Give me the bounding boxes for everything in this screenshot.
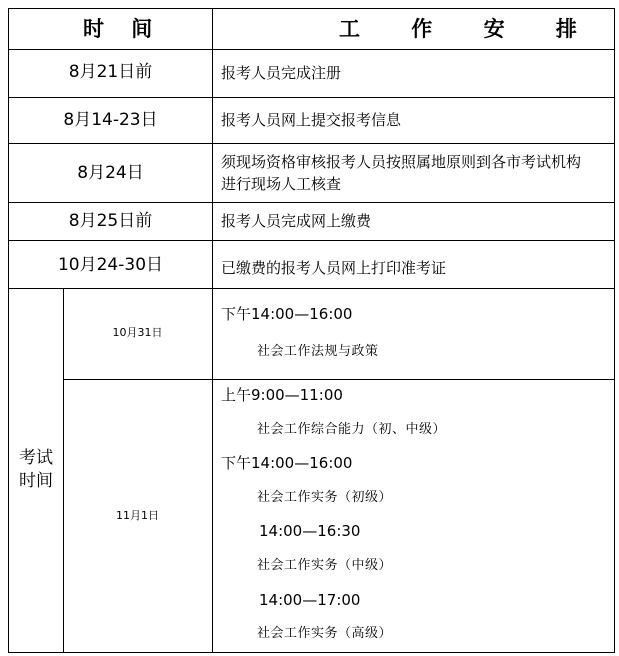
schedule-table — [8, 8, 615, 653]
exam-subject: 社会工作实务（中级） — [257, 558, 393, 573]
exam-label-line1: 考试 — [19, 448, 53, 468]
row-time: 8月21日前 — [68, 62, 153, 82]
exam-subject: 社会工作实务（高级） — [257, 626, 393, 641]
column-divider — [63, 288, 64, 652]
row-divider — [9, 240, 614, 241]
row-time: 8月25日前 — [68, 211, 153, 231]
row-task-line2: 进行现场人工核查 — [221, 175, 342, 193]
header-work-arrangement: 工 作 安 排 — [339, 17, 599, 41]
row-divider — [63, 379, 614, 380]
exam-slot: 上午9:00—11:00 — [221, 386, 343, 404]
row-divider — [9, 143, 614, 144]
row-divider — [9, 97, 614, 98]
exam-slot: 下午14:00—16:00 — [221, 305, 353, 323]
row-task: 报考人员网上提交报考信息 — [221, 111, 402, 129]
row-task-line1: 须现场资格审核报考人员按照属地原则到各市考试机构 — [221, 153, 582, 171]
exam-subject: 社会工作法规与政策 — [257, 344, 379, 359]
row-time: 10月24-30日 — [57, 255, 164, 275]
exam-label-line2: 时间 — [19, 471, 53, 491]
row-task: 报考人员完成网上缴费 — [221, 212, 372, 230]
exam-slot: 14:00—17:00 — [259, 591, 361, 609]
row-divider — [9, 202, 614, 203]
row-divider — [9, 288, 614, 289]
exam-slot: 14:00—16:30 — [259, 522, 361, 540]
row-task: 报考人员完成注册 — [221, 64, 342, 82]
row-divider — [9, 49, 614, 50]
exam-date: 11月1日 — [116, 509, 159, 522]
header-time: 时 间 — [83, 17, 163, 41]
exam-slot: 下午14:00—16:00 — [221, 454, 353, 472]
row-time: 8月24日 — [77, 163, 144, 183]
column-divider — [212, 9, 213, 652]
row-task: 已缴费的报考人员网上打印准考证 — [221, 259, 447, 277]
exam-subject: 社会工作实务（初级） — [257, 490, 393, 505]
row-time: 8月14-23日 — [63, 110, 158, 130]
exam-subject: 社会工作综合能力（初、中级） — [257, 422, 447, 437]
exam-date: 10月31日 — [112, 326, 163, 339]
